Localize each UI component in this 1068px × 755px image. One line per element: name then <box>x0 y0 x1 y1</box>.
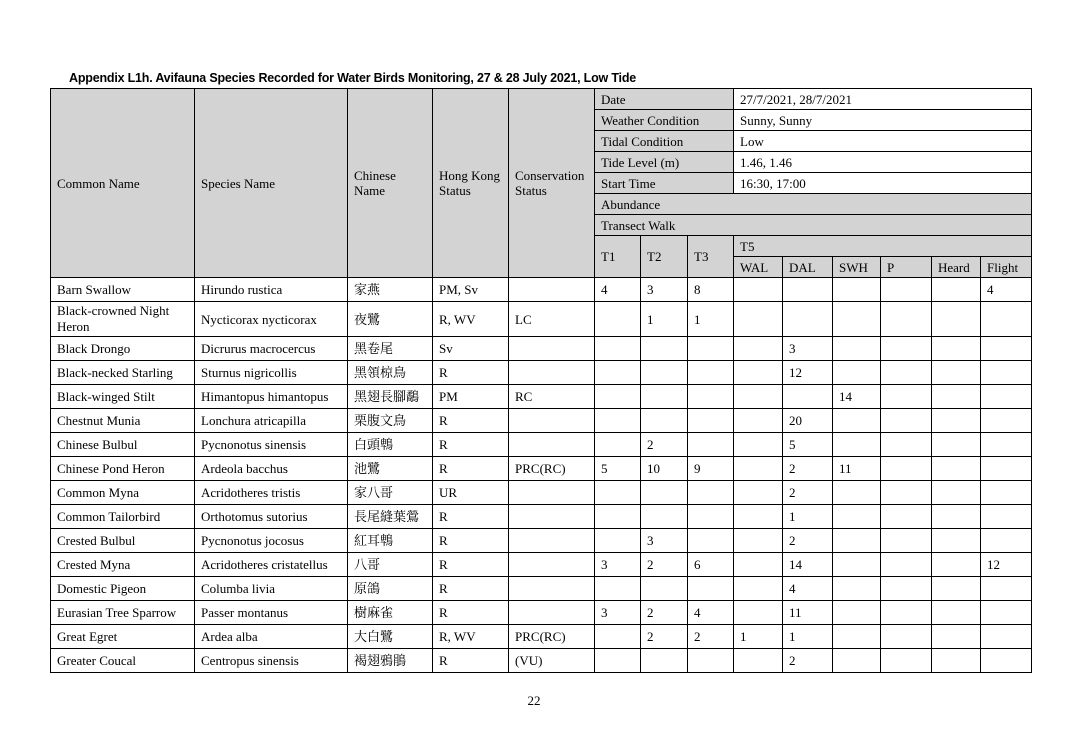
col-t1: T1 <box>595 236 641 278</box>
count-dal-cell: 1 <box>783 505 833 529</box>
conservation-status-cell: LC <box>509 302 595 337</box>
count-t2-cell <box>641 361 688 385</box>
table-row <box>51 529 1032 553</box>
common-name-cell: Chinese Pond Heron <box>51 457 195 481</box>
count-dal-cell: 14 <box>783 553 833 577</box>
count-swh-cell <box>833 481 881 505</box>
count-t2-cell <box>641 505 688 529</box>
count-wal-cell <box>734 505 783 529</box>
count-flight-cell <box>981 409 1032 433</box>
count-dal-cell: 5 <box>783 433 833 457</box>
count-swh-cell <box>833 649 881 673</box>
count-dal-cell <box>783 278 833 302</box>
col-heard: Heard <box>932 257 981 278</box>
chinese-name-cell: 長尾縫葉鶯 <box>348 505 433 529</box>
count-t1-cell <box>595 481 641 505</box>
count-wal-cell <box>734 601 783 625</box>
count-dal-cell: 2 <box>783 649 833 673</box>
count-swh-cell <box>833 505 881 529</box>
conservation-status-cell <box>509 481 595 505</box>
count-dal-cell: 3 <box>783 337 833 361</box>
header-species-name: Species Name <box>195 89 348 278</box>
count-wal-cell <box>734 649 783 673</box>
count-wal-cell <box>734 553 783 577</box>
count-wal-cell <box>734 457 783 481</box>
count-t3-cell <box>688 505 734 529</box>
hk-status-cell: R <box>433 433 509 457</box>
survey-start-time-label: Start Time <box>595 173 734 194</box>
count-t2-cell: 10 <box>641 457 688 481</box>
species-name-cell: Lonchura atricapilla <box>195 409 348 433</box>
count-flight-cell <box>981 529 1032 553</box>
common-name-cell: Greater Coucal <box>51 649 195 673</box>
count-p-cell <box>881 625 932 649</box>
species-rows <box>51 278 1032 673</box>
count-t2-cell <box>641 649 688 673</box>
species-name-cell: Pycnonotus jocosus <box>195 529 348 553</box>
species-name-cell: Passer montanus <box>195 601 348 625</box>
hk-status-cell: R <box>433 457 509 481</box>
species-name-cell: Himantopus himantopus <box>195 385 348 409</box>
count-flight-cell <box>981 433 1032 457</box>
chinese-name-cell: 栗腹文鳥 <box>348 409 433 433</box>
count-swh-cell <box>833 529 881 553</box>
count-wal-cell <box>734 337 783 361</box>
species-name-cell: Sturnus nigricollis <box>195 361 348 385</box>
count-t1-cell <box>595 625 641 649</box>
conservation-status-cell: PRC(RC) <box>509 457 595 481</box>
survey-weather-label: Weather Condition <box>595 110 734 131</box>
table-row <box>51 337 1032 361</box>
header-row-date <box>51 89 1032 110</box>
common-name-cell: Domestic Pigeon <box>51 577 195 601</box>
count-p-cell <box>881 505 932 529</box>
count-heard-cell <box>932 337 981 361</box>
count-t3-cell: 2 <box>688 625 734 649</box>
count-p-cell <box>881 385 932 409</box>
count-t2-cell: 2 <box>641 625 688 649</box>
transect-walk-label: Transect Walk <box>595 215 1032 236</box>
count-swh-cell <box>833 433 881 457</box>
count-p-cell <box>881 577 932 601</box>
count-p-cell <box>881 302 932 337</box>
common-name-cell: Black Drongo <box>51 337 195 361</box>
count-heard-cell <box>932 457 981 481</box>
chinese-name-cell: 樹麻雀 <box>348 601 433 625</box>
conservation-status-cell <box>509 433 595 457</box>
col-t2: T2 <box>641 236 688 278</box>
count-t2-cell <box>641 337 688 361</box>
header-conservation-status: Conservation Status <box>509 89 595 278</box>
count-heard-cell <box>932 302 981 337</box>
conservation-status-cell <box>509 553 595 577</box>
chinese-name-cell: 褐翅鴉鵑 <box>348 649 433 673</box>
count-flight-cell <box>981 505 1032 529</box>
count-heard-cell <box>932 361 981 385</box>
survey-weather-value: Sunny, Sunny <box>734 110 1032 131</box>
hk-status-cell: R <box>433 529 509 553</box>
conservation-status-cell: (VU) <box>509 649 595 673</box>
chinese-name-cell: 白頭鵯 <box>348 433 433 457</box>
count-p-cell <box>881 529 932 553</box>
count-t2-cell: 2 <box>641 433 688 457</box>
count-heard-cell <box>932 577 981 601</box>
hk-status-cell: R <box>433 577 509 601</box>
survey-tide-level-value: 1.46, 1.46 <box>734 152 1032 173</box>
count-t1-cell <box>595 409 641 433</box>
count-heard-cell <box>932 409 981 433</box>
header-hk-status: Hong Kong Status <box>433 89 509 278</box>
count-t1-cell <box>595 529 641 553</box>
count-t1-cell <box>595 385 641 409</box>
table-row <box>51 649 1032 673</box>
page-number: 22 <box>527 693 541 708</box>
species-name-cell: Hirundo rustica <box>195 278 348 302</box>
count-flight-cell <box>981 457 1032 481</box>
count-dal-cell: 4 <box>783 577 833 601</box>
table-row <box>51 553 1032 577</box>
species-name-cell: Ardeola bacchus <box>195 457 348 481</box>
count-flight-cell <box>981 481 1032 505</box>
count-t1-cell <box>595 577 641 601</box>
count-wal-cell <box>734 481 783 505</box>
count-wal-cell: 1 <box>734 625 783 649</box>
conservation-status-cell <box>509 601 595 625</box>
count-swh-cell <box>833 361 881 385</box>
count-heard-cell <box>932 625 981 649</box>
count-flight-cell: 12 <box>981 553 1032 577</box>
conservation-status-cell <box>509 505 595 529</box>
count-t2-cell: 3 <box>641 529 688 553</box>
count-swh-cell <box>833 553 881 577</box>
count-t3-cell: 6 <box>688 553 734 577</box>
count-t3-cell: 9 <box>688 457 734 481</box>
col-t5: T5 <box>734 236 1032 257</box>
table-row <box>51 457 1032 481</box>
species-name-cell: Ardea alba <box>195 625 348 649</box>
count-swh-cell: 14 <box>833 385 881 409</box>
survey-tidal-value: Low <box>734 131 1032 152</box>
common-name-cell: Barn Swallow <box>51 278 195 302</box>
species-name-cell: Pycnonotus sinensis <box>195 433 348 457</box>
chinese-name-cell: 黑翅長腳鷸 <box>348 385 433 409</box>
hk-status-cell: R <box>433 553 509 577</box>
count-wal-cell <box>734 433 783 457</box>
count-t1-cell: 3 <box>595 553 641 577</box>
count-heard-cell <box>932 649 981 673</box>
count-heard-cell <box>932 433 981 457</box>
species-name-cell: Acridotheres tristis <box>195 481 348 505</box>
common-name-cell: Common Tailorbird <box>51 505 195 529</box>
count-dal-cell: 2 <box>783 529 833 553</box>
conservation-status-cell <box>509 577 595 601</box>
chinese-name-cell: 黑領椋鳥 <box>348 361 433 385</box>
count-wal-cell <box>734 529 783 553</box>
count-t2-cell: 1 <box>641 302 688 337</box>
count-p-cell <box>881 409 932 433</box>
count-p-cell <box>881 433 932 457</box>
count-p-cell <box>881 481 932 505</box>
table-row <box>51 361 1032 385</box>
count-wal-cell <box>734 278 783 302</box>
count-dal-cell: 1 <box>783 625 833 649</box>
table-caption: Appendix L1h. Avifauna Species Recorded for Water Birds Monitoring, 27 & 28 July 2021, Low Tide <box>69 71 637 85</box>
count-t3-cell <box>688 433 734 457</box>
count-dal-cell: 20 <box>783 409 833 433</box>
species-name-cell: Columba livia <box>195 577 348 601</box>
species-name-cell: Orthotomus sutorius <box>195 505 348 529</box>
hk-status-cell: Sv <box>433 337 509 361</box>
count-t1-cell <box>595 505 641 529</box>
count-t2-cell <box>641 577 688 601</box>
count-t1-cell <box>595 337 641 361</box>
count-t3-cell <box>688 385 734 409</box>
count-p-cell <box>881 361 932 385</box>
species-name-cell: Dicrurus macrocercus <box>195 337 348 361</box>
col-flight: Flight <box>981 257 1032 278</box>
count-flight-cell: 4 <box>981 278 1032 302</box>
common-name-cell: Great Egret <box>51 625 195 649</box>
count-flight-cell <box>981 649 1032 673</box>
chinese-name-cell: 池鷺 <box>348 457 433 481</box>
count-dal-cell <box>783 385 833 409</box>
count-p-cell <box>881 601 932 625</box>
count-dal-cell: 2 <box>783 457 833 481</box>
hk-status-cell: R <box>433 409 509 433</box>
count-wal-cell <box>734 385 783 409</box>
count-heard-cell <box>932 505 981 529</box>
count-swh-cell <box>833 577 881 601</box>
count-wal-cell <box>734 409 783 433</box>
common-name-cell: Black-crowned Night Heron <box>51 302 195 337</box>
header-chinese-name: Chinese Name <box>348 89 433 278</box>
common-name-cell: Chinese Bulbul <box>51 433 195 457</box>
chinese-name-cell: 黑卷尾 <box>348 337 433 361</box>
species-name-cell: Acridotheres cristatellus <box>195 553 348 577</box>
count-dal-cell <box>783 302 833 337</box>
common-name-cell: Crested Bulbul <box>51 529 195 553</box>
survey-start-time-value: 16:30, 17:00 <box>734 173 1032 194</box>
common-name-cell: Eurasian Tree Sparrow <box>51 601 195 625</box>
hk-status-cell: PM <box>433 385 509 409</box>
table-row <box>51 409 1032 433</box>
count-flight-cell <box>981 625 1032 649</box>
count-t1-cell <box>595 433 641 457</box>
common-name-cell: Black-winged Stilt <box>51 385 195 409</box>
count-p-cell <box>881 649 932 673</box>
count-dal-cell: 12 <box>783 361 833 385</box>
table-row <box>51 385 1032 409</box>
count-flight-cell <box>981 302 1032 337</box>
survey-tidal-label: Tidal Condition <box>595 131 734 152</box>
count-swh-cell <box>833 337 881 361</box>
count-t2-cell: 3 <box>641 278 688 302</box>
hk-status-cell: R <box>433 505 509 529</box>
col-wal: WAL <box>734 257 783 278</box>
species-name-cell: Nycticorax nycticorax <box>195 302 348 337</box>
count-t1-cell: 3 <box>595 601 641 625</box>
count-t3-cell <box>688 361 734 385</box>
count-t1-cell: 4 <box>595 278 641 302</box>
table-header <box>51 89 1032 278</box>
count-swh-cell: 11 <box>833 457 881 481</box>
count-t2-cell <box>641 409 688 433</box>
table-row <box>51 601 1032 625</box>
count-t1-cell <box>595 649 641 673</box>
count-t3-cell <box>688 409 734 433</box>
chinese-name-cell: 原鴿 <box>348 577 433 601</box>
count-heard-cell <box>932 278 981 302</box>
count-swh-cell <box>833 409 881 433</box>
chinese-name-cell: 家八哥 <box>348 481 433 505</box>
survey-tide-level-label: Tide Level (m) <box>595 152 734 173</box>
conservation-status-cell: RC <box>509 385 595 409</box>
table-row <box>51 302 1032 337</box>
survey-date-value: 27/7/2021, 28/7/2021 <box>734 89 1032 110</box>
conservation-status-cell: PRC(RC) <box>509 625 595 649</box>
count-p-cell <box>881 278 932 302</box>
hk-status-cell: R <box>433 601 509 625</box>
count-swh-cell <box>833 302 881 337</box>
common-name-cell: Black-necked Starling <box>51 361 195 385</box>
count-t3-cell: 8 <box>688 278 734 302</box>
count-swh-cell <box>833 278 881 302</box>
table-row <box>51 505 1032 529</box>
species-table <box>50 88 1032 673</box>
conservation-status-cell <box>509 361 595 385</box>
count-heard-cell <box>932 553 981 577</box>
hk-status-cell: PM, Sv <box>433 278 509 302</box>
hk-status-cell: R, WV <box>433 625 509 649</box>
count-t1-cell: 5 <box>595 457 641 481</box>
count-t3-cell <box>688 529 734 553</box>
count-t2-cell <box>641 385 688 409</box>
count-p-cell <box>881 457 932 481</box>
count-t1-cell <box>595 302 641 337</box>
count-flight-cell <box>981 577 1032 601</box>
count-t3-cell <box>688 577 734 601</box>
table-row <box>51 433 1032 457</box>
count-swh-cell <box>833 601 881 625</box>
hk-status-cell: R <box>433 361 509 385</box>
chinese-name-cell: 八哥 <box>348 553 433 577</box>
conservation-status-cell <box>509 337 595 361</box>
count-p-cell <box>881 553 932 577</box>
count-t2-cell: 2 <box>641 553 688 577</box>
col-p: P <box>881 257 932 278</box>
count-t3-cell <box>688 649 734 673</box>
common-name-cell: Common Myna <box>51 481 195 505</box>
count-t3-cell: 1 <box>688 302 734 337</box>
count-flight-cell <box>981 601 1032 625</box>
count-t2-cell: 2 <box>641 601 688 625</box>
count-heard-cell <box>932 601 981 625</box>
count-wal-cell <box>734 577 783 601</box>
conservation-status-cell <box>509 529 595 553</box>
count-flight-cell <box>981 385 1032 409</box>
col-swh: SWH <box>833 257 881 278</box>
count-wal-cell <box>734 361 783 385</box>
hk-status-cell: R, WV <box>433 302 509 337</box>
col-t3: T3 <box>688 236 734 278</box>
count-t3-cell: 4 <box>688 601 734 625</box>
count-t3-cell <box>688 337 734 361</box>
count-p-cell <box>881 337 932 361</box>
col-dal: DAL <box>783 257 833 278</box>
common-name-cell: Crested Myna <box>51 553 195 577</box>
survey-date-label: Date <box>595 89 734 110</box>
count-t3-cell <box>688 481 734 505</box>
chinese-name-cell: 紅耳鵯 <box>348 529 433 553</box>
count-flight-cell <box>981 361 1032 385</box>
count-heard-cell <box>932 529 981 553</box>
hk-status-cell: R <box>433 649 509 673</box>
count-flight-cell <box>981 337 1032 361</box>
header-common-name: Common Name <box>51 89 195 278</box>
count-dal-cell: 2 <box>783 481 833 505</box>
table-row <box>51 481 1032 505</box>
table-row <box>51 625 1032 649</box>
chinese-name-cell: 大白鷺 <box>348 625 433 649</box>
table-row <box>51 278 1032 302</box>
chinese-name-cell: 家燕 <box>348 278 433 302</box>
hk-status-cell: UR <box>433 481 509 505</box>
abundance-label: Abundance <box>595 194 1032 215</box>
count-dal-cell: 11 <box>783 601 833 625</box>
count-t2-cell <box>641 481 688 505</box>
count-wal-cell <box>734 302 783 337</box>
common-name-cell: Chestnut Munia <box>51 409 195 433</box>
table-row <box>51 577 1032 601</box>
species-name-cell: Centropus sinensis <box>195 649 348 673</box>
conservation-status-cell <box>509 278 595 302</box>
count-heard-cell <box>932 385 981 409</box>
count-heard-cell <box>932 481 981 505</box>
conservation-status-cell <box>509 409 595 433</box>
count-t1-cell <box>595 361 641 385</box>
chinese-name-cell: 夜鷺 <box>348 302 433 337</box>
count-swh-cell <box>833 625 881 649</box>
